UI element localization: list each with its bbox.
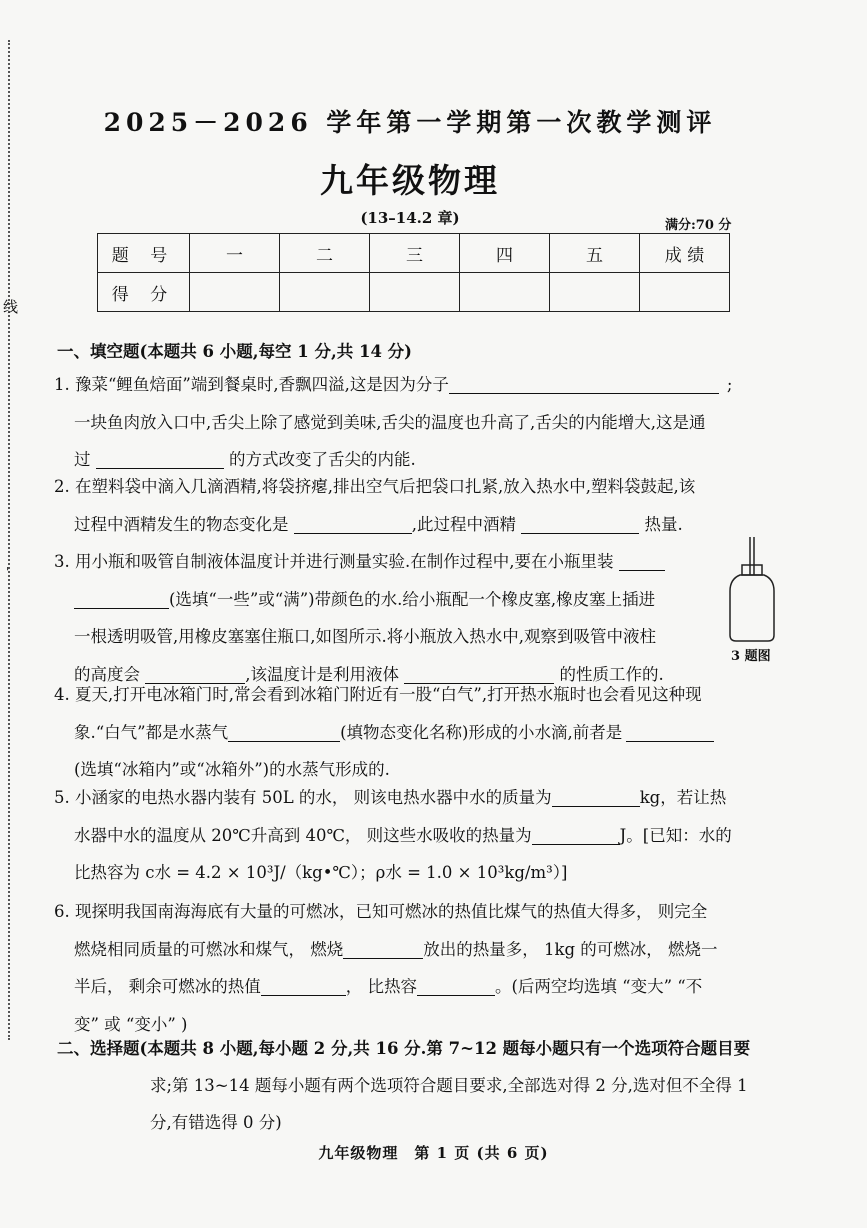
q1-line3-text: 的方式改变了舌尖的内能. — [229, 450, 416, 469]
score-entry-cell[interactable] — [640, 273, 730, 312]
q6-line3 — [54, 968, 774, 1006]
q3-line2 — [54, 581, 694, 619]
answer-blank[interactable] — [552, 786, 640, 807]
q4-line1: 4. 夏天,打开电冰箱门时,常会看到冰箱门附近有一股“白气”,打开热水瓶时也会看见这种现 — [54, 685, 702, 704]
q3-line3: 一根透明吸管,用橡皮塞塞住瓶口,如图所示.将小瓶放入热水中,观察到吸管中液柱 — [74, 627, 656, 646]
score-entry-cell[interactable] — [370, 273, 460, 312]
score-table — [97, 233, 730, 312]
q6-line2-text: 放出的热量多， 1kg 的可燃冰， 燃烧一 — [423, 939, 718, 959]
q4-line2-text: (填物态变化名称)形成的小水滴,前者是 — [340, 722, 623, 742]
q4-line2-text: 象.“白气”都是水蒸气 — [74, 722, 229, 742]
q6-line4: 变” 或 “变小” ) — [74, 1014, 188, 1034]
exam-chapter-range: (13–14.2 章) — [360, 209, 460, 227]
q5-line1-text: kg，若让热 — [639, 788, 727, 807]
q6-line2 — [54, 931, 774, 969]
q1-line1: 1. 豫菜“鲤鱼焙面”端到餐桌时,香飘四溢,这是因为分子 — [54, 375, 449, 394]
score-entry-cell[interactable] — [280, 273, 370, 312]
question-3 — [54, 543, 694, 693]
answer-blank[interactable] — [74, 588, 169, 609]
q4-line2 — [54, 714, 774, 752]
question-4 — [54, 676, 774, 789]
q6-line3-text: ， 比热容 — [345, 977, 417, 996]
score-table-cell: 三 — [370, 234, 460, 273]
score-entry-cell[interactable] — [460, 273, 550, 312]
q6-line2-text: 燃烧相同质量的可燃冰和煤气， 燃烧 — [74, 939, 344, 959]
binding-margin-mark: ' — [6, 565, 10, 579]
q4-line3: (选填“冰箱内”或“冰箱外”)的水蒸气形成的. — [74, 760, 390, 779]
answer-blank[interactable] — [96, 448, 224, 469]
figure-stopper — [742, 565, 762, 575]
score-entry-cell[interactable] — [550, 273, 640, 312]
q5-line1 — [54, 788, 726, 807]
q5-line3: 比热容为 c水 = 4.2 × 10³J/（kg•℃）；ρ水 = 1.0 × 10³kg/m³）] — [74, 863, 568, 882]
score-table-score-row — [98, 273, 730, 312]
section1-heading: 一、填空题(本题共 6 小题,每空 1 分,共 14 分) — [57, 342, 412, 361]
score-table-cell: 五 — [550, 234, 640, 273]
q6-line1: 6. 现探明我国南海海底有大量的可燃冰，已知可燃冰的热值比煤气的热值大得多， 则完全 — [54, 902, 708, 921]
answer-blank[interactable] — [532, 824, 620, 845]
q5-line2-text: 水器中水的温度从 20℃升高到 40℃， 则这些水吸收的热量为 — [74, 825, 532, 845]
q5-line2-text: J。[已知：水的 — [619, 825, 732, 845]
exam-title: 2025－2026 学年第一学期第一次教学测评 — [103, 108, 717, 137]
bottle-thermometer-figure — [728, 535, 776, 645]
q2-line2 — [54, 506, 774, 544]
q1-line2: 一块鱼肉放入口中,舌尖上除了感觉到美味,舌尖的温度也升高了,舌尖的内能增大,这是通 — [74, 412, 706, 432]
exam-subject: 九年级物理 — [320, 161, 500, 200]
q3-line4-text: 的高度会 — [74, 664, 140, 684]
section2-line1: 二、选择题(本题共 8 小题,每小题 2 分,共 16 分.第 7~12 题每小题只有一个选项符合题目要 — [57, 1039, 751, 1058]
score-table-cell: 二 — [280, 234, 370, 273]
q6-line3-text: 。(后两空均选填 “变大” “不 — [495, 977, 703, 996]
figure-caption: 3 题图 — [731, 649, 771, 664]
q3-line4-text: 的性质工作的. — [559, 664, 664, 684]
figure-bottle — [730, 575, 774, 641]
q2-line2-text: ,此过程中酒精 — [411, 514, 516, 534]
question-1 — [54, 366, 774, 479]
q1-line1-end: ; — [726, 375, 733, 394]
answer-blank[interactable] — [417, 975, 495, 996]
q3-line4-text: ,该温度计是利用液体 — [245, 664, 399, 684]
section2-line3: 分,有错选得 0 分) — [150, 1113, 282, 1132]
q5-line1-text: 5. 小涵家的电热水器内装有 50L 的水， 则该电热水器中水的质量为 — [54, 788, 552, 807]
q1-line3-text: 过 — [74, 450, 91, 469]
q3-line2-text: (选填“一些”或“满”)带颜色的水.给小瓶配一个橡皮塞,橡皮塞上插进 — [169, 589, 656, 609]
score-table-cell: 一 — [190, 234, 280, 273]
q2-line2-text: 过程中酒精发生的物态变化是 — [74, 514, 289, 534]
question-2 — [54, 468, 774, 543]
score-entry-cell[interactable] — [190, 273, 280, 312]
score-table-header-row — [98, 234, 730, 273]
section2-line2: 求;第 13~14 题每小题有两个选项符合题目要求,全部选对得 2 分,选对但不全得 1 — [150, 1076, 748, 1095]
answer-blank[interactable] — [521, 513, 639, 534]
q2-line2-text: 热量. — [644, 514, 683, 534]
answer-blank[interactable] — [449, 373, 719, 394]
score-table-cell: 四 — [460, 234, 550, 273]
full-score: 满分:70 分 — [665, 218, 732, 233]
binding-margin-char: 线 — [3, 298, 19, 316]
q6-line3-text: 半后， 剩余可燃冰的热值 — [74, 977, 261, 996]
answer-blank[interactable] — [619, 550, 665, 571]
score-table-cell: 成 绩 — [640, 234, 730, 273]
q5-line2 — [54, 817, 774, 855]
q2-line1: 2. 在塑料袋中滴入几滴酒精,将袋挤瘪,排出空气后把袋口扎紧,放入热水中,塑料袋鼓起,该 — [54, 477, 696, 496]
answer-blank[interactable] — [294, 513, 412, 534]
question-6 — [54, 893, 774, 1043]
score-table-cell: 题 号 — [98, 234, 190, 273]
answer-blank[interactable] — [343, 938, 423, 959]
answer-blank[interactable] — [626, 721, 714, 742]
q3-line1: 3. 用小瓶和吸管自制液体温度计并进行测量实验.在制作过程中,要在小瓶里装 — [54, 552, 614, 571]
section2-heading — [57, 1030, 787, 1141]
answer-blank[interactable] — [261, 975, 346, 996]
answer-blank[interactable] — [228, 721, 340, 742]
page-footer: 九年级物理 第 1 页 (共 6 页) — [318, 1144, 549, 1162]
score-table-cell: 得 分 — [98, 273, 190, 312]
question-5 — [54, 779, 774, 892]
